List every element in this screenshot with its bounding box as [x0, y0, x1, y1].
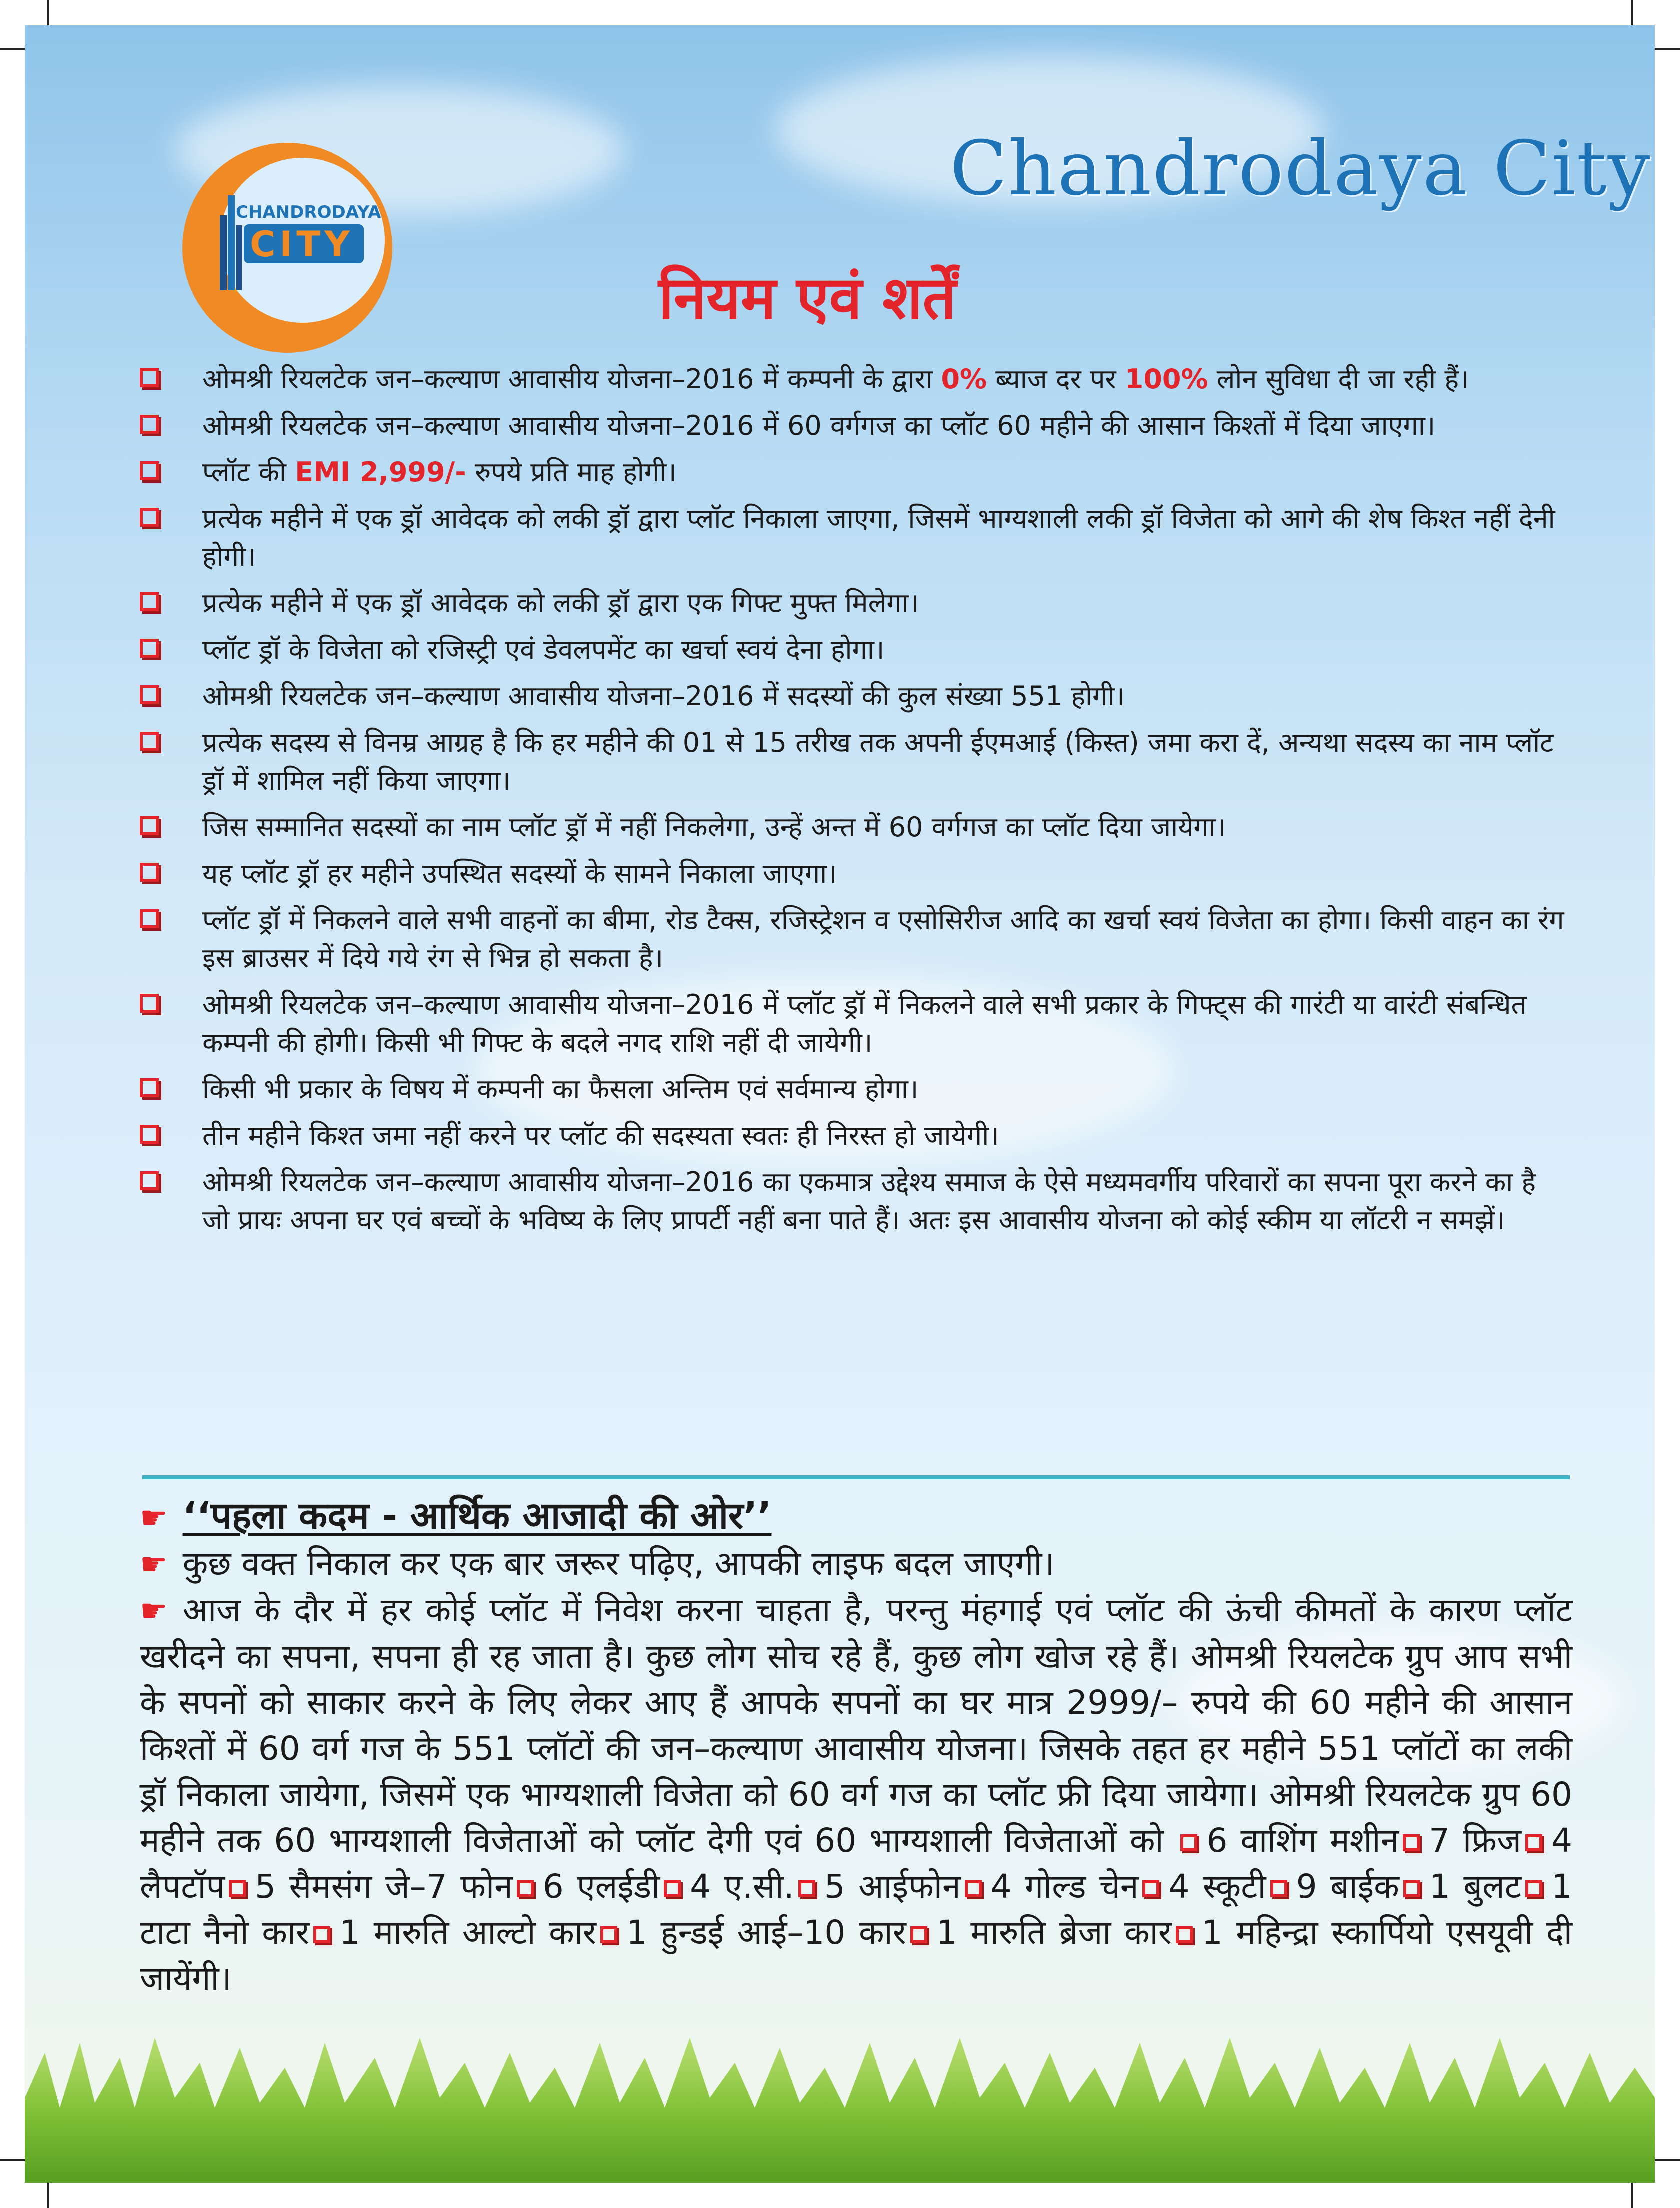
promo-subline-text: कुछ वक्त निकाल कर एक बार जरूर पढ़िए, आपकी लाइफ बदल जाएगी।: [182, 1544, 1055, 1583]
prize-item: 1 बुलट: [1429, 1867, 1522, 1906]
checkbox-bullet-icon: [1526, 1880, 1542, 1897]
rule-item: [140, 631, 1570, 669]
pointing-hand-icon: ☛: [140, 1592, 168, 1629]
rule-text: किसी भी प्रकार के विषय में कम्पनी का फैसला अन्तिम एवं सर्वमान्य होगा।: [202, 1073, 919, 1105]
prize-item: 4 गोल्ड चेन: [990, 1867, 1139, 1906]
terms-list: [140, 360, 1570, 1248]
rule-text: जिस सम्मानित सदस्यों का नाम प्लॉट ड्रॉ में नहीं निकलेगा, उन्हें अन्त में 60 वर्गगज का प्लॉट दिया जायेगा।: [202, 811, 1226, 843]
checkbox-bullet-icon: [1526, 1834, 1542, 1851]
crop-mark: [1631, 0, 1633, 28]
rule-highlight: 100%: [1124, 363, 1208, 395]
checkbox-bullet-icon: [314, 1926, 330, 1943]
checkbox-bullet-icon: [140, 368, 159, 387]
crop-mark: [1631, 2181, 1633, 2208]
checkbox-bullet-icon: [140, 732, 159, 751]
checkbox-bullet-icon: [910, 1926, 928, 1943]
prize-item: 6 एलईडी: [542, 1867, 660, 1906]
prize-item: 5 आईफोन: [824, 1867, 961, 1906]
checkbox-bullet-icon: [140, 1125, 159, 1144]
crop-mark: [1652, 2159, 1680, 2161]
checkbox-bullet-icon: [798, 1880, 816, 1897]
rule-text: प्लॉट ड्रॉ के विजेता को रजिस्ट्री एवं डेवलपमेंट का खर्चा स्वयं देना होगा।: [202, 634, 885, 665]
checkbox-bullet-icon: [1270, 1880, 1288, 1897]
checkbox-bullet-icon: [140, 685, 159, 704]
checkbox-bullet-icon: [965, 1880, 982, 1897]
checkbox-bullet-icon: [140, 415, 159, 434]
rule-text: यह प्लॉट ड्रॉ हर महीने उपस्थित सदस्यों के सामने निकाला जाएगा।: [202, 858, 838, 889]
rule-item: [140, 808, 1570, 846]
rule-item: [140, 1163, 1570, 1239]
crop-mark: [0, 2159, 28, 2161]
rule-text: प्लॉट ड्रॉ में निकलने वाले सभी वाहनों का बीमा, रोड टैक्स, रजिस्ट्रेशन व एसोसिरीज आदि का खर्चा स्वयं विजेता का होगा। किसी वाहन का रंग इस ब्राउसर में दिये गये रंग से भिन्न हो सकता है।: [202, 904, 1564, 974]
checkbox-bullet-icon: [140, 994, 159, 1013]
checkbox-bullet-icon: [140, 639, 159, 658]
rule-item: [140, 407, 1570, 445]
checkbox-bullet-icon: [664, 1880, 681, 1897]
rule-text: प्लॉट की: [202, 456, 296, 488]
brand-name: Chandrodaya City: [950, 125, 1652, 212]
rule-text: लोन सुविधा दी जा रही हैं।: [1208, 363, 1470, 395]
promo-subline: [140, 1541, 1572, 1587]
rule-item: [140, 584, 1570, 622]
rule-item: [140, 724, 1570, 800]
rule-item: [140, 360, 1570, 398]
checkbox-bullet-icon: [1142, 1880, 1160, 1897]
page-title: नियम एवं शर्तें: [658, 263, 956, 332]
promo-paragraph: [140, 1587, 1572, 2002]
rule-item: [140, 453, 1570, 491]
crop-mark: [48, 0, 50, 28]
logo-text-main: CITY: [250, 224, 354, 265]
prize-item: 7 फ्रिज: [1429, 1821, 1522, 1860]
checkbox-bullet-icon: [140, 1078, 159, 1097]
rule-highlight: 0%: [941, 363, 988, 395]
checkbox-bullet-icon: [1403, 1834, 1420, 1851]
rule-text: तीन महीने किश्त जमा नहीं करने पर प्लॉट की सदस्यता स्वतः ही निरस्त हो जायेगी।: [202, 1120, 1000, 1151]
crop-mark: [48, 2181, 50, 2208]
pointing-hand-icon: ☛: [140, 1499, 168, 1536]
promo-heading-text: ‘‘पहला कदम - आर्थिक आजादी की ओर’’: [182, 1494, 772, 1537]
rule-text: रुपये प्रति माह होगी।: [466, 456, 677, 488]
checkbox-bullet-icon: [600, 1926, 618, 1943]
prize-item: 6 वाशिंग मशीन: [1206, 1821, 1400, 1860]
prize-item: 1 टाटा नैनो कार: [140, 1867, 1572, 1952]
rule-item: [140, 986, 1570, 1062]
rule-text: प्रत्येक महीने में एक ड्रॉ आवेदक को लकी ड्रॉ द्वारा एक गिफ्ट मुफ्त मिलेगा।: [202, 587, 920, 619]
prize-item: 1 मारुति आल्टो कार: [340, 1913, 596, 1952]
crop-mark: [1652, 48, 1680, 50]
company-logo: [180, 140, 395, 355]
rule-text: ओमश्री रियलटेक जन–कल्याण आवासीय योजना–2016 में 60 वर्गगज का प्लॉट 60 महीने की आसान किश्तों में दिया जाएगा।: [202, 410, 1436, 441]
checkbox-bullet-icon: [140, 909, 159, 928]
prize-item: 1 मारुति ब्रेजा कार: [936, 1913, 1172, 1952]
grass-decoration: [25, 2023, 1655, 2183]
checkbox-bullet-icon: [140, 863, 159, 882]
rule-highlight: EMI 2,999/-: [295, 456, 466, 488]
rule-text: ओमश्री रियलटेक जन–कल्याण आवासीय योजना–2016 में सदस्यों की कुल संख्या 551 होगी।: [202, 680, 1125, 712]
rule-text: प्रत्येक सदस्य से विनम्र आग्रह है कि हर महीने की 01 से 15 तरीख तक अपनी ईएमआई (किस्त) जमा करा दें, अन्यथा सदस्य का नाम प्लॉट ड्रॉ में शामिल नहीं किया जाएगा।: [202, 727, 1554, 796]
checkbox-bullet-icon: [517, 1880, 534, 1897]
checkbox-bullet-icon: [140, 508, 159, 527]
checkbox-bullet-icon: [1176, 1926, 1193, 1943]
rule-item: [140, 677, 1570, 715]
prize-item: 4 स्कूटी: [1168, 1867, 1266, 1906]
prize-item: 1 हुन्डई आई–10 कार: [626, 1913, 906, 1952]
logo-text-top: CHANDRODAYA: [236, 202, 382, 222]
rule-item: [140, 1070, 1570, 1108]
checkbox-bullet-icon: [140, 816, 159, 835]
rule-item: [140, 855, 1570, 893]
promo-heading: [140, 1493, 1572, 1541]
crop-mark: [0, 48, 28, 50]
checkbox-bullet-icon: [140, 461, 159, 480]
prize-item: 4 ए.सी.: [690, 1867, 794, 1906]
rule-item: [140, 1117, 1570, 1155]
section-divider: [142, 1475, 1570, 1479]
rule-text: ओमश्री रियलटेक जन–कल्याण आवासीय योजना–2016 में कम्पनी के द्वारा: [202, 363, 942, 395]
rule-text: ओमश्री रियलटेक जन–कल्याण आवासीय योजना–2016 में प्लॉट ड्रॉ में निकलने वाले सभी प्रकार के गिफ्ट्स की गारंटी या वारंटी संबन्धित कम्पनी की होगी। किसी भी गिफ्ट के बदले नगद राशि नहीं दी जायेगी।: [202, 989, 1527, 1058]
checkbox-bullet-icon: [140, 1171, 159, 1190]
checkbox-bullet-icon: [1404, 1880, 1420, 1897]
prize-item: 4 लैपटॉप: [140, 1821, 1572, 1906]
rule-item: [140, 901, 1570, 977]
promo-section: [140, 1493, 1572, 2002]
prize-item: 1 महिन्द्रा स्कार्पियो एसयूवी दी जायेंगी।: [140, 1913, 1573, 1998]
rule-text: ब्याज दर पर: [987, 363, 1125, 395]
promo-paragraph-text: आज के दौर में हर कोई प्लॉट में निवेश करना चाहता है, परन्तु मंहगाई एवं प्लॉट की ऊंची कीमतों के कारण प्लॉट खरीदने का सपना, सपना ही रह जाता है। कुछ लोग सोच रहे हैं, कुछ लोग खोज रहे हैं। ओमश्री रियलटेक ग्रुप आप सभी के सपनों को साकार करने के लिए लेकर आए हैं आपके सपनों का घर मात्र 2999/– रुपये की 60 महीने की आसान किश्तों में 60 वर्ग गज के 551 प्लॉटों की जन–कल्याण आवासीय योजना। जिसके तहत हर महीने 551 प्लॉटों का लकी ड्रॉ निकाला जायेगा, जिसमें एक भाग्यशाली विजेता को 60 वर्ग गज का प्लॉट फ्री दिया जायेगा। ओमश्री रियलटेक ग्रुप 60 महीने तक 60 भाग्यशाली विजेताओं को प्लॉट देगी एवं 60 भाग्यशाली विजेताओं को: [140, 1591, 1572, 1860]
rule-text: प्रत्येक महीने में एक ड्रॉ आवेदक को लकी ड्रॉ द्वारा प्लॉट निकाला जाएगा, जिसमें भाग्यशाली लकी ड्रॉ विजेता को आगे की शेष किश्त नहीं देनी होगी।: [202, 503, 1556, 572]
rule-item: [140, 500, 1570, 576]
checkbox-bullet-icon: [140, 592, 159, 611]
rule-text: ओमश्री रियलटेक जन–कल्याण आवासीय योजना–2016 का एकमात्र उद्देश्य समाज के ऐसे मध्यमवर्गीय परिवारों का सपना पूरा करने का है जो प्रायः अपना घर एवं बच्चों के भविष्य के लिए प्रापर्टी नहीं बना पाते हैं। अतः इस आवासीय योजना को कोई स्कीम या लॉटरी न समझें।: [202, 1166, 1536, 1236]
checkbox-bullet-icon: [229, 1880, 246, 1897]
prize-item: 9 बाईक: [1296, 1867, 1400, 1906]
pointing-hand-icon: ☛: [140, 1546, 168, 1582]
checkbox-bullet-icon: [1180, 1834, 1198, 1851]
prize-item: 5 सैमसंग जे–7 फोन: [255, 1867, 513, 1906]
